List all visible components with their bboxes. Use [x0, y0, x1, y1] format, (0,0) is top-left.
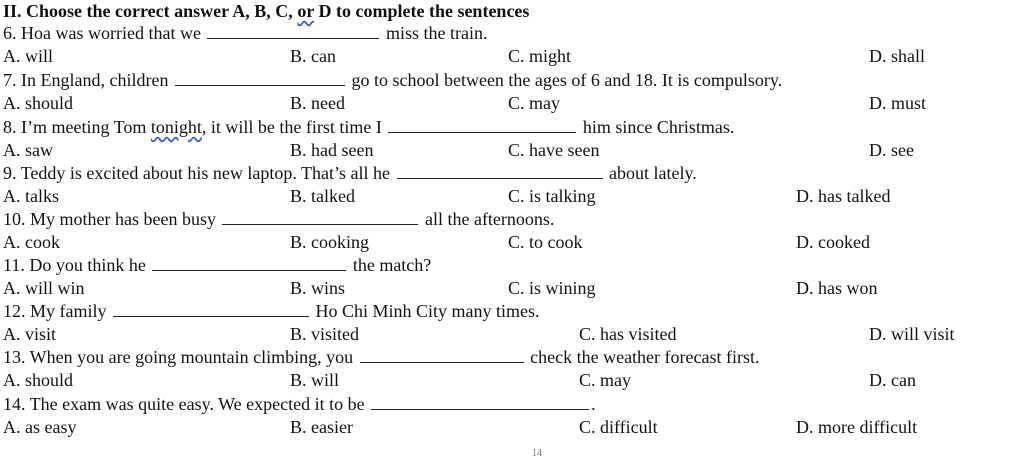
question-8-option-d: D. see: [869, 140, 914, 160]
question-8-text-middle: , it will be the first time I: [201, 117, 382, 137]
question-6-blank: [207, 24, 379, 39]
question-12: [3, 300, 540, 322]
question-8: [3, 116, 734, 138]
question-9-text: 9. Teddy is excited about his new laptop. That’s all he: [3, 163, 390, 183]
question-12-blank: [113, 302, 309, 317]
question-10-options: [0, 231, 1024, 253]
question-14-text-after: .: [591, 394, 596, 414]
question-14-text: 14. The exam was quite easy. We expected it to be: [3, 394, 365, 414]
question-8-options: [0, 139, 1024, 161]
question-11-blank: [152, 256, 346, 271]
question-7-option-c: C. may: [508, 93, 560, 113]
question-8-option-b: B. had seen: [290, 140, 374, 160]
question-14-blank: [371, 395, 589, 410]
question-8-option-a: A. saw: [3, 140, 53, 160]
question-6-text: 6. Hoa was worried that we: [3, 23, 201, 43]
question-6: [3, 22, 487, 44]
question-14-option-a: A. as easy: [3, 417, 77, 437]
question-11-text-after: the match?: [352, 255, 432, 275]
question-13-option-d: D. can: [869, 370, 916, 390]
heading-text-end: D to complete the sentences: [313, 1, 530, 21]
question-11-option-c: C. is wining: [508, 278, 596, 298]
question-13-option-b: B. will: [290, 370, 340, 390]
question-13-text: 13. When you are going mountain climbing, you: [3, 347, 354, 367]
question-7-option-d: D. must: [869, 93, 927, 113]
question-6-option-b: B. can: [290, 46, 336, 66]
question-14-options: [0, 416, 1024, 438]
question-10-option-a: A. cook: [3, 232, 60, 252]
question-12-option-d: D. will visit: [869, 324, 955, 344]
heading-text-start: II. Choose the correct answer A, B, C,: [3, 1, 298, 21]
question-10-text: 10. My mother has been busy: [3, 209, 216, 229]
question-11: [3, 254, 431, 276]
question-7-options: [0, 92, 1024, 114]
question-9-options: [0, 185, 1024, 207]
question-6-option-c: C. might: [508, 46, 572, 66]
question-12-option-a: A. visit: [3, 324, 57, 344]
question-14-option-c: C. difficult: [579, 417, 658, 437]
question-6-option-d: D. shall: [869, 46, 925, 66]
question-7: [3, 69, 782, 91]
question-12-options: [0, 323, 1024, 345]
question-9-option-d: D. has talked: [796, 186, 891, 206]
question-12-option-b: B. visited: [290, 324, 360, 344]
question-12-text-after: Ho Chi Minh City many times.: [315, 301, 540, 321]
question-8-option-c: C. have seen: [508, 140, 600, 160]
heading-or-word: or: [297, 1, 314, 21]
question-11-option-d: D. has won: [796, 278, 878, 298]
question-7-text-after: go to school between the ages of 6 and 18. It is compulsory.: [351, 70, 783, 90]
question-7-text: 7. In England, children: [3, 70, 169, 90]
question-6-text-after: miss the train.: [385, 23, 488, 43]
question-11-option-a: A. will win: [3, 278, 85, 298]
question-7-option-b: B. need: [290, 93, 345, 113]
question-13-text-after: check the weather forecast first.: [530, 347, 760, 367]
question-10-option-b: B. cooking: [290, 232, 369, 252]
question-12-option-c: C. has visited: [579, 324, 677, 344]
question-10-option-d: D. cooked: [796, 232, 870, 252]
question-12-text: 12. My family: [3, 301, 107, 321]
question-14-option-b: B. easier: [290, 417, 353, 437]
question-11-option-b: B. wins: [290, 278, 346, 298]
question-10-text-after: all the afternoons.: [424, 209, 555, 229]
question-7-option-a: A. should: [3, 93, 74, 113]
question-9-blank: [397, 164, 603, 179]
question-11-text: 11. Do you think he: [3, 255, 146, 275]
question-8-text: 8. I’m meeting Tom: [3, 117, 147, 137]
question-13: [3, 346, 760, 368]
question-9-option-b: B. talked: [290, 186, 355, 206]
page-number: 14: [532, 448, 542, 456]
question-8-blank: [388, 118, 576, 133]
question-6-options: [0, 45, 1024, 67]
question-8-text-after: him since Christmas.: [582, 117, 735, 137]
question-13-options: [0, 369, 1024, 391]
question-6-option-a: A. will: [3, 46, 54, 66]
question-14: [3, 393, 596, 415]
question-9-option-a: A. talks: [3, 186, 59, 206]
question-13-blank: [360, 348, 524, 363]
question-11-options: [0, 277, 1024, 299]
question-10-option-c: C. to cook: [508, 232, 583, 252]
question-13-option-c: C. may: [579, 370, 631, 390]
question-9: [3, 162, 697, 184]
question-14-option-d: D. more difficult: [796, 417, 918, 437]
question-13-option-a: A. should: [3, 370, 74, 390]
question-8-wavy-word: tonight: [150, 117, 202, 137]
question-7-blank: [175, 71, 345, 86]
question-9-option-c: C. is talking: [508, 186, 596, 206]
question-10-blank: [222, 210, 418, 225]
section-heading: [3, 0, 529, 22]
question-9-text-after: about lately.: [609, 163, 697, 183]
question-10: [3, 208, 554, 230]
